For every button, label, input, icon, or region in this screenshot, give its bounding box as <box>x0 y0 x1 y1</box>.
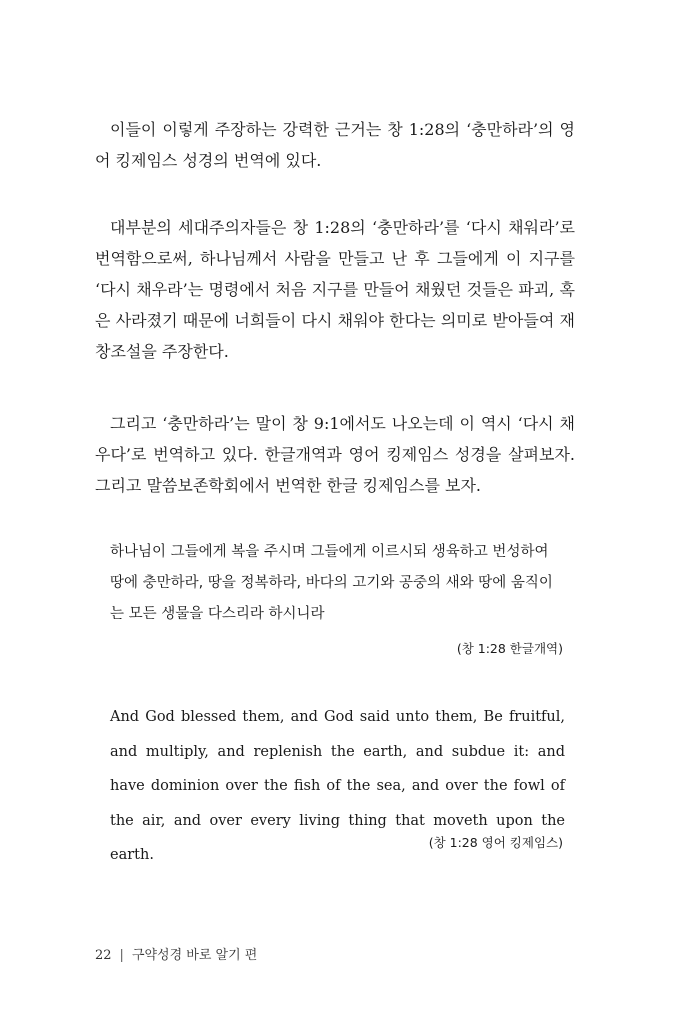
page-footer <box>95 944 257 963</box>
footer-separator: | <box>119 948 124 963</box>
body-paragraph-3: 그리고 ‘충만하라’는 말이 창 9:1에서도 나오는데 이 역시 ‘다시 채우다’로 번역하고 있다. 한글개역과 영어 킹제임스 성경을 살펴보자. 그리고 말씀보존학회에서 번역한 한글 킹제임스를 보자. <box>95 414 575 495</box>
korean-scripture-quote: 하나님이 그들에게 복을 주시며 그들에게 이르시되 생육하고 번성하여 땅에 충만하라, 땅을 정복하라, 바다의 고기와 공중의 새와 땅에 움직이는 모든 생물을 다스리라 하시니라 <box>110 544 553 622</box>
korean-quote-citation: (창 1:28 한글개역) <box>456 641 563 656</box>
page-number: 22 <box>95 948 112 963</box>
body-paragraph-2: 대부분의 세대주의자들은 창 1:28의 ‘충만하라’를 ‘다시 채워라’로 번역함으로써, 하나님께서 사람을 만들고 난 후 그들에게 이 지구를 ‘다시 채우라’는 명령에서 처음 지구를 만들어 채웠던 것들은 파괴, 혹은 사라졌기 때문에 너희들이 다시 채워야 한다는 의미로 받아들여 재창조설을 주장한다. <box>95 218 575 361</box>
book-title: 구약성경 바로 알기 편 <box>131 948 258 963</box>
english-scripture-quote: And God blessed them, and God said unto them, Be fruitful, and multiply, and replenish the earth, and subdue it: and have dominion over the fish of the sea, and over the fowl of the air, and over every living thing that moveth upon the earth. <box>110 709 565 863</box>
body-paragraph-1: 이들이 이렇게 주장하는 강력한 근거는 창 1:28의 ‘충만하라’의 영어 킹제임스 성경의 번역에 있다. <box>95 120 575 170</box>
english-quote-citation: (창 1:28 영어 킹제임스) <box>428 835 563 850</box>
